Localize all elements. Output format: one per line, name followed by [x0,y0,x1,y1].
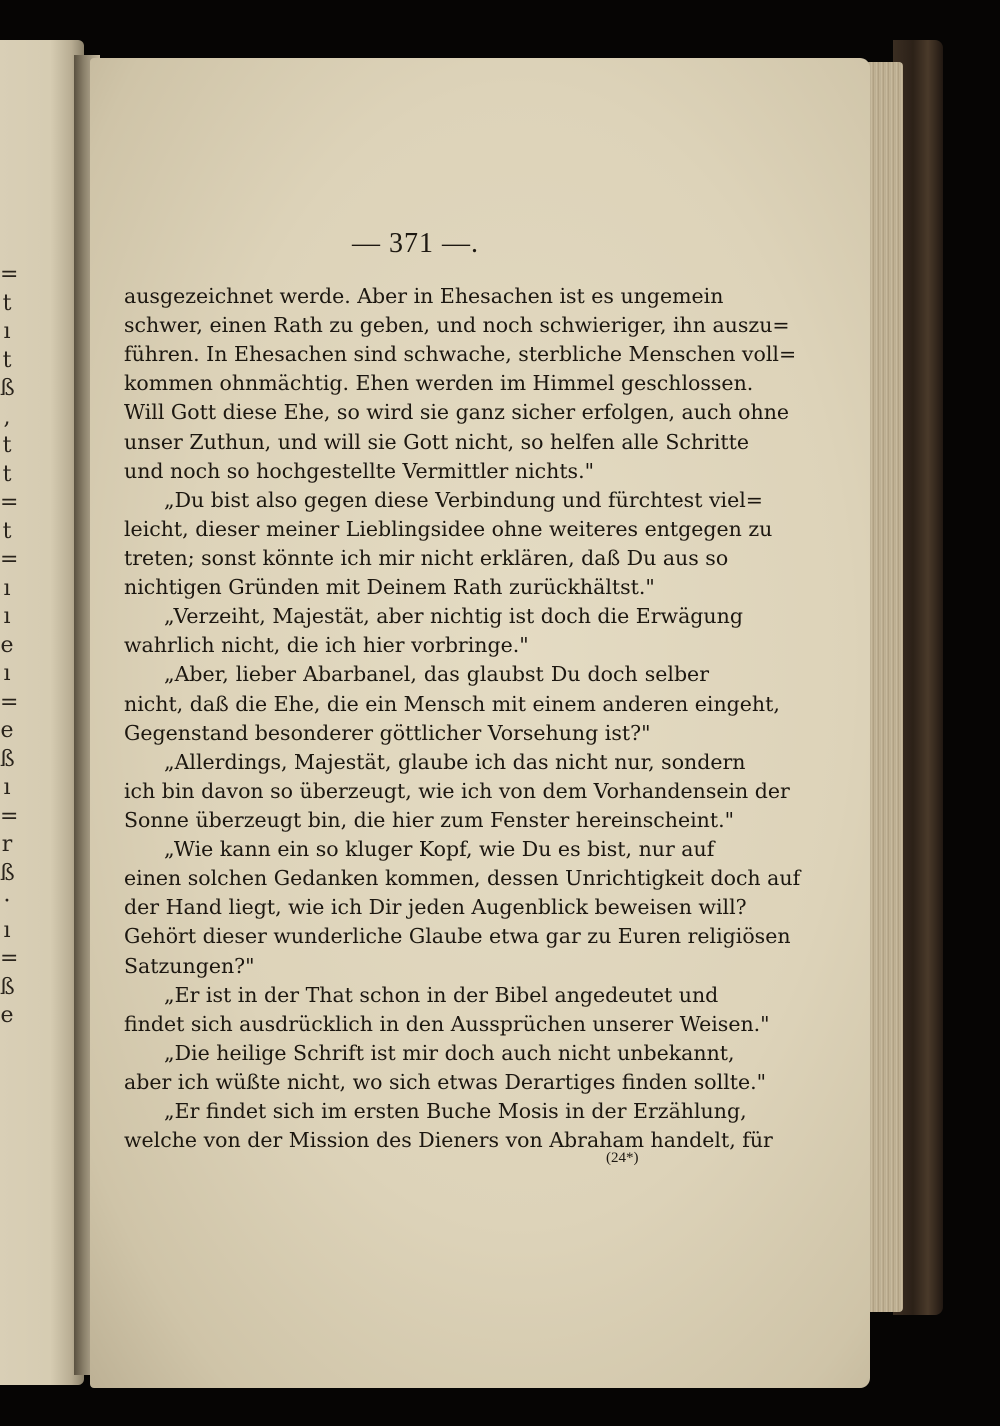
facing-page-char: · [3,889,11,914]
text-line: treten; sonst könnte ich mir nicht erklären, daß Du aus so [124,545,729,570]
text-line: „Allerdings, Majestät, glaube ich das nicht nur, sondern [164,749,746,774]
facing-page-char: = [0,946,19,971]
facing-page-char: , [3,404,11,430]
text-line: wahrlich nicht, die ich hier vorbringe." [124,633,529,658]
facing-page-char: ı [3,319,11,344]
facing-page-text-edge [0,40,19,1385]
facing-page-char: ı [3,604,11,629]
text-line: nicht, daß die Ehe, die ein Mensch mit einem anderen eingeht, [124,691,780,716]
page-number: — 371 —. [352,228,479,259]
text-line: Sonne überzeugt bin, die hier zum Fenster hereinscheint." [124,807,735,832]
facing-page-char: e [0,1003,14,1028]
facing-page-left [0,40,84,1385]
facing-page-char: t [2,518,12,544]
facing-page-char: ß [0,860,15,886]
text-line: Satzungen?" [124,953,255,978]
facing-page-char: = [0,689,19,715]
facing-page-char: = [0,547,19,572]
facing-page-char: e [0,632,14,658]
printer-signature: (24*) [606,1150,639,1166]
text-line: ausgezeichnet werde. Aber in Ehesachen ist es ungemein [124,284,724,308]
facing-page-char: ı [3,661,11,686]
facing-page-char: r [1,832,13,857]
text-line: „Du bist also gegen diese Verbindung und fürchtest viel= [164,487,763,512]
facing-page-char: ß [0,974,15,1000]
facing-page-char: ı [3,917,11,943]
text-line: der Hand liegt, wie ich Dir jeden Augenblick beweisen will? [124,895,747,920]
facing-page-char: ß [0,376,15,401]
facing-page-char: ı [3,775,11,800]
facing-page-char: t [2,461,12,487]
text-line: welche von der Mission des Dieners von Abraham handelt, für [124,1128,773,1153]
text-line: nichtigen Gründen mit Deinem Rath zurückhältst." [124,575,655,600]
text-line: „Er ist in der That schon in der Bibel angedeutet und [164,982,719,1007]
text-line: leicht, dieser meiner Lieblingsidee ohne weiteres entgegen zu [124,516,773,541]
text-line: ich bin davon so überzeugt, wie ich von dem Vorhandensein der [124,778,790,803]
facing-page-char: = [0,803,19,829]
facing-page-char: e [0,718,14,743]
text-line: einen solchen Gedanken kommen, dessen Unrichtigkeit doch auf [124,866,801,891]
facing-page-char: t [2,290,12,316]
facing-page-char: = [0,262,19,287]
text-line: aber ich wüßte nicht, wo sich etwas Derartiges finden sollte." [124,1069,767,1094]
text-line: Will Gott diese Ehe, so wird sie ganz sicher erfolgen, auch ohne [124,400,790,425]
facing-page-char: t [2,347,12,373]
text-line: „Aber, lieber Abarbanel, das glaubst Du doch selber [164,662,709,687]
body-text [124,282,801,1155]
text-line: Gehört dieser wunderliche Glaube etwa gar zu Euren religiösen [124,924,791,949]
text-line: „Er findet sich im ersten Buche Mosis in der Erzählung, [164,1099,747,1124]
text-line: findet sich ausdrücklich in den Aussprüchen unserer Weisen." [124,1011,770,1036]
text-line: Gegenstand besonderer göttlicher Vorsehung ist?" [124,720,651,745]
facing-page-char: t [2,433,12,458]
facing-page-char: = [0,490,19,515]
text-line: und noch so hochgestellte Vermittler nichts." [124,458,595,483]
text-line: unser Zuthun, und will sie Gott nicht, so helfen alle Schritte [124,429,750,454]
facing-page-char: ß [0,746,15,772]
text-line: führen. In Ehesachen sind schwache, sterbliche Menschen voll= [124,342,797,367]
text-line: kommen ohnmächtig. Ehen werden im Himmel geschlossen. [124,371,754,396]
text-line: „Die heilige Schrift ist mir doch auch nicht unbekannt, [164,1040,735,1065]
text-line: „Verzeiht, Majestät, aber nichtig ist doch die Erwägung [164,604,743,629]
facing-page-char: ı [3,575,11,601]
text-line: schwer, einen Rath zu geben, und noch schwieriger, ihn auszu= [124,313,790,338]
text-line: „Wie kann ein so kluger Kopf, wie Du es bist, nur auf [164,837,715,862]
